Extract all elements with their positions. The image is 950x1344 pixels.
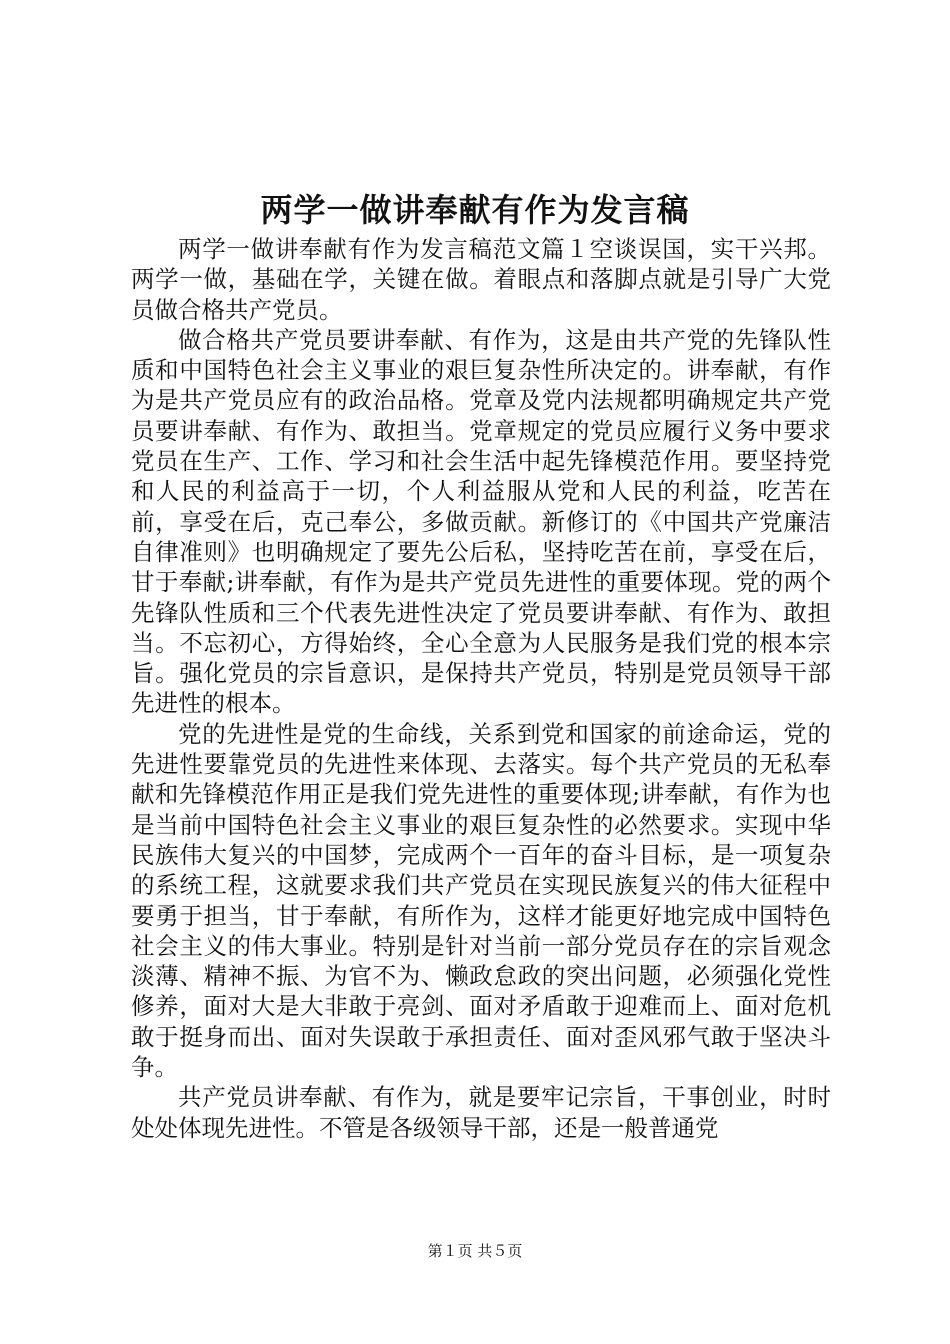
paragraph-1: 两学一做讲奉献有作为发言稿范文篇１空谈误国，实干兴邦。两学一做，基础在学，关键在做。着眼点和落脚点就是引导广大党员做合格共产党员。 (131, 235, 831, 324)
page-footer: 第１页 共５页 (427, 1242, 523, 1260)
paragraph-3: 党的先进性是党的生命线，关系到党和国家的前途命运，党的先进性要靠党员的先进性来体现、去落实。每个共产党员的无私奉献和先锋模范作用正是我们党先进性的重要体现;讲奉献，有作为也是当前中国特色社会主义事业的艰巨复杂性的必然要求。实现中华民族伟大复兴的中国梦，完成两个一百年的奋斗目标，是一项复杂的系统工程，这就要求我们共产党员在实现民族复兴的伟大征程中要勇于担当，甘于奉献，有所作为，这样才能更好地完成中国特色社会主义的伟大事业。特别是针对当前一部分党员存在的宗旨观念淡薄、精神不振、为官不为、懒政怠政的突出问题，必须强化党性修养，面对大是大非敢于亮剑、面对矛盾敢于迎难而上、面对危机敢于挺身而出、面对失误敢于承担责任、面对歪风邪气敢于坚决斗争。 (131, 719, 831, 1082)
paragraph-2: 做合格共产党员要讲奉献、有作为，这是由共产党的先锋队性质和中国特色社会主义事业的艰巨复杂性所决定的。讲奉献，有作为是共产党员应有的政治品格。党章及党内法规都明确规定共产党员要讲奉献、有作为、敢担当。党章规定的党员应履行义务中要求党员在生产、工作、学习和社会生活中起先锋模范作用。要坚持党和人民的利益高于一切，个人利益服从党和人民的利益，吃苦在前，享受在后，克己奉公，多做贡献。新修订的《中国共产党廉洁自律准则》也明确规定了要先公后私，坚持吃苦在前，享受在后，甘于奉献;讲奉献，有作为是共产党员先进性的重要体现。党的两个先锋队性质和三个代表先进性决定了党员要讲奉献、有作为、敢担当。不忘初心，方得始终，全心全意为人民服务是我们党的根本宗旨。强化党员的宗旨意识，是保持共产党员，特别是党员领导干部先进性的根本。 (131, 325, 831, 718)
document-title: 两学一做讲奉献有作为发言稿 (260, 191, 690, 229)
document-body (131, 234, 831, 1143)
paragraph-4: 共产党员讲奉献、有作为，就是要牢记宗旨，干事创业，时时处处体现先进性。不管是各级领导干部，还是一般普通党 (131, 1083, 831, 1142)
